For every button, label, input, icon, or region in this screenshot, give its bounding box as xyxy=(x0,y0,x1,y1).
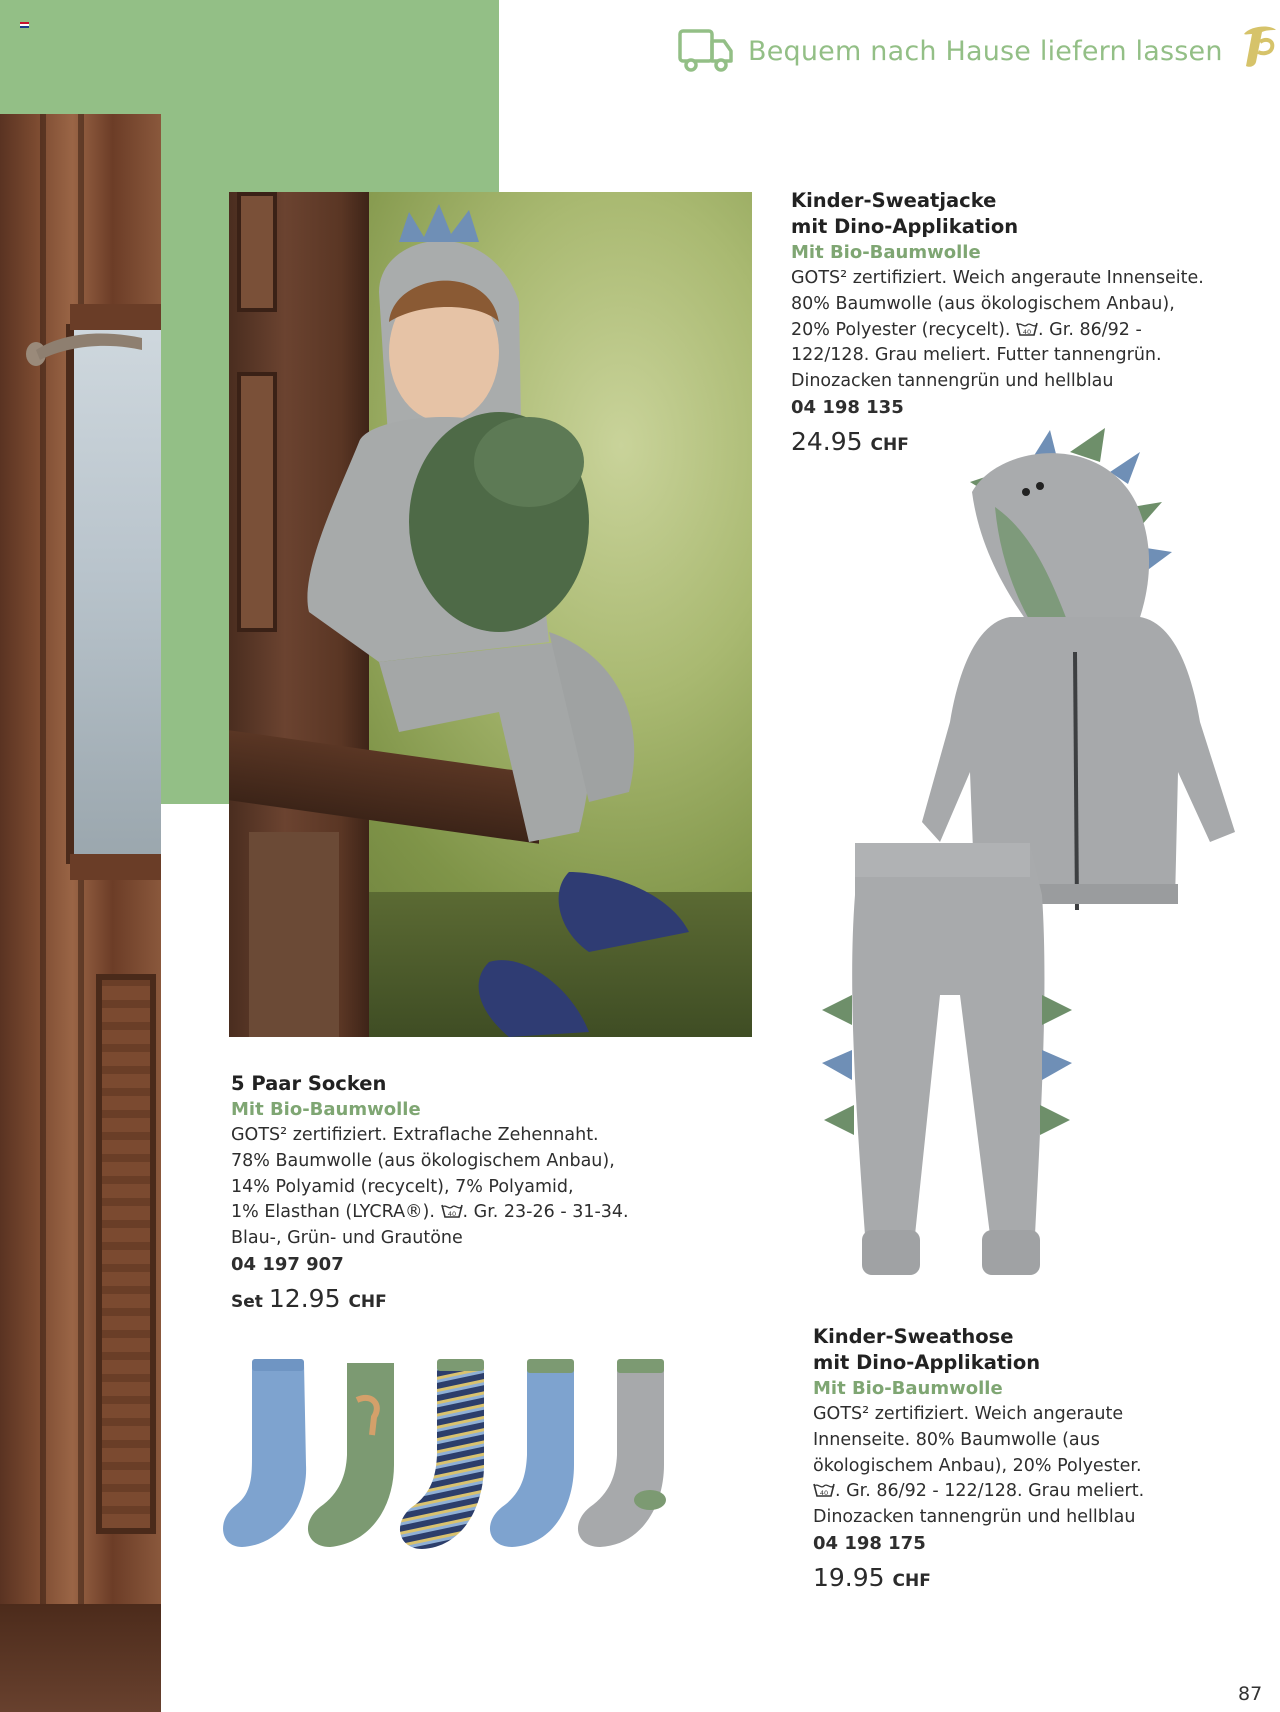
product-title: 5 Paar Socken xyxy=(231,1072,387,1095)
product-subtitle: Mit Bio-Baumwolle xyxy=(231,1099,421,1120)
product-title: Kinder-Sweatjacke xyxy=(791,189,997,212)
socks-image xyxy=(222,1355,712,1555)
product-description: GOTS² zertifiziert. Extraflache Zehennaht. 78% Baumwolle (aus ökologischem Anbau), 14% Polyamid (recycelt), 7% Polyamid, 1% Elasthan (LYCRA®). 40 . Gr. 23-26 - 31-34. Blau-, Grün- und Grautöne xyxy=(231,1125,629,1249)
tchibo-logo-icon xyxy=(1236,22,1280,70)
article-number: 04 197 907 xyxy=(231,1253,344,1275)
product-title: Kinder-Sweathose xyxy=(813,1325,1014,1348)
delivery-text: Bequem nach Hause liefern lassen xyxy=(748,35,1223,67)
product-subtitle: Mit Bio-Baumwolle xyxy=(791,242,981,263)
product-sweatpants xyxy=(813,1324,1233,1598)
sweatpants-image xyxy=(810,835,1090,1290)
door-photo xyxy=(0,114,161,1712)
price: Set 12.95 CHF xyxy=(231,1283,387,1313)
product-title-line2: mit Dino-Applikation xyxy=(813,1351,1041,1374)
price: 19.95 CHF xyxy=(813,1562,931,1592)
price: 24.95 CHF xyxy=(791,426,909,456)
product-title-line2: mit Dino-Applikation xyxy=(791,215,1019,238)
svg-text:40: 40 xyxy=(447,1210,456,1219)
wash-40-icon xyxy=(1016,321,1038,337)
product-subtitle: Mit Bio-Baumwolle xyxy=(813,1378,1003,1399)
article-number: 04 198 175 xyxy=(813,1532,926,1554)
article-number: 04 198 135 xyxy=(791,396,904,418)
child-lifestyle-photo xyxy=(229,192,752,1037)
page-number: 87 xyxy=(1238,1683,1263,1705)
wash-40-icon xyxy=(813,1482,835,1498)
truck-icon xyxy=(678,28,734,74)
product-sweatjacket xyxy=(791,188,1231,462)
flag-icon xyxy=(20,22,29,28)
product-socks xyxy=(231,1071,671,1319)
product-description: GOTS² zertifiziert. Weich angeraute Innenseite. 80% Baumwolle (aus ökologischem Anbau), 20% Polyester (recycelt). 40 . Gr. 86/92 - 122/128. Grau meliert. Futter tannengrün. Dinozacken tannengrün und hellblau xyxy=(791,268,1204,392)
wash-40-icon xyxy=(441,1203,463,1219)
svg-text:40: 40 xyxy=(1022,327,1032,336)
svg-text:40: 40 xyxy=(819,1489,829,1498)
delivery-banner xyxy=(678,26,1223,76)
product-description: GOTS² zertifiziert. Weich angeraute Innenseite. 80% Baumwolle (aus ökologischem Anbau), 20% Polyester. 40 . Gr. 86/92 - 122/128. Grau meliert. Dinozacken tannengrün und hellblau xyxy=(813,1404,1145,1528)
